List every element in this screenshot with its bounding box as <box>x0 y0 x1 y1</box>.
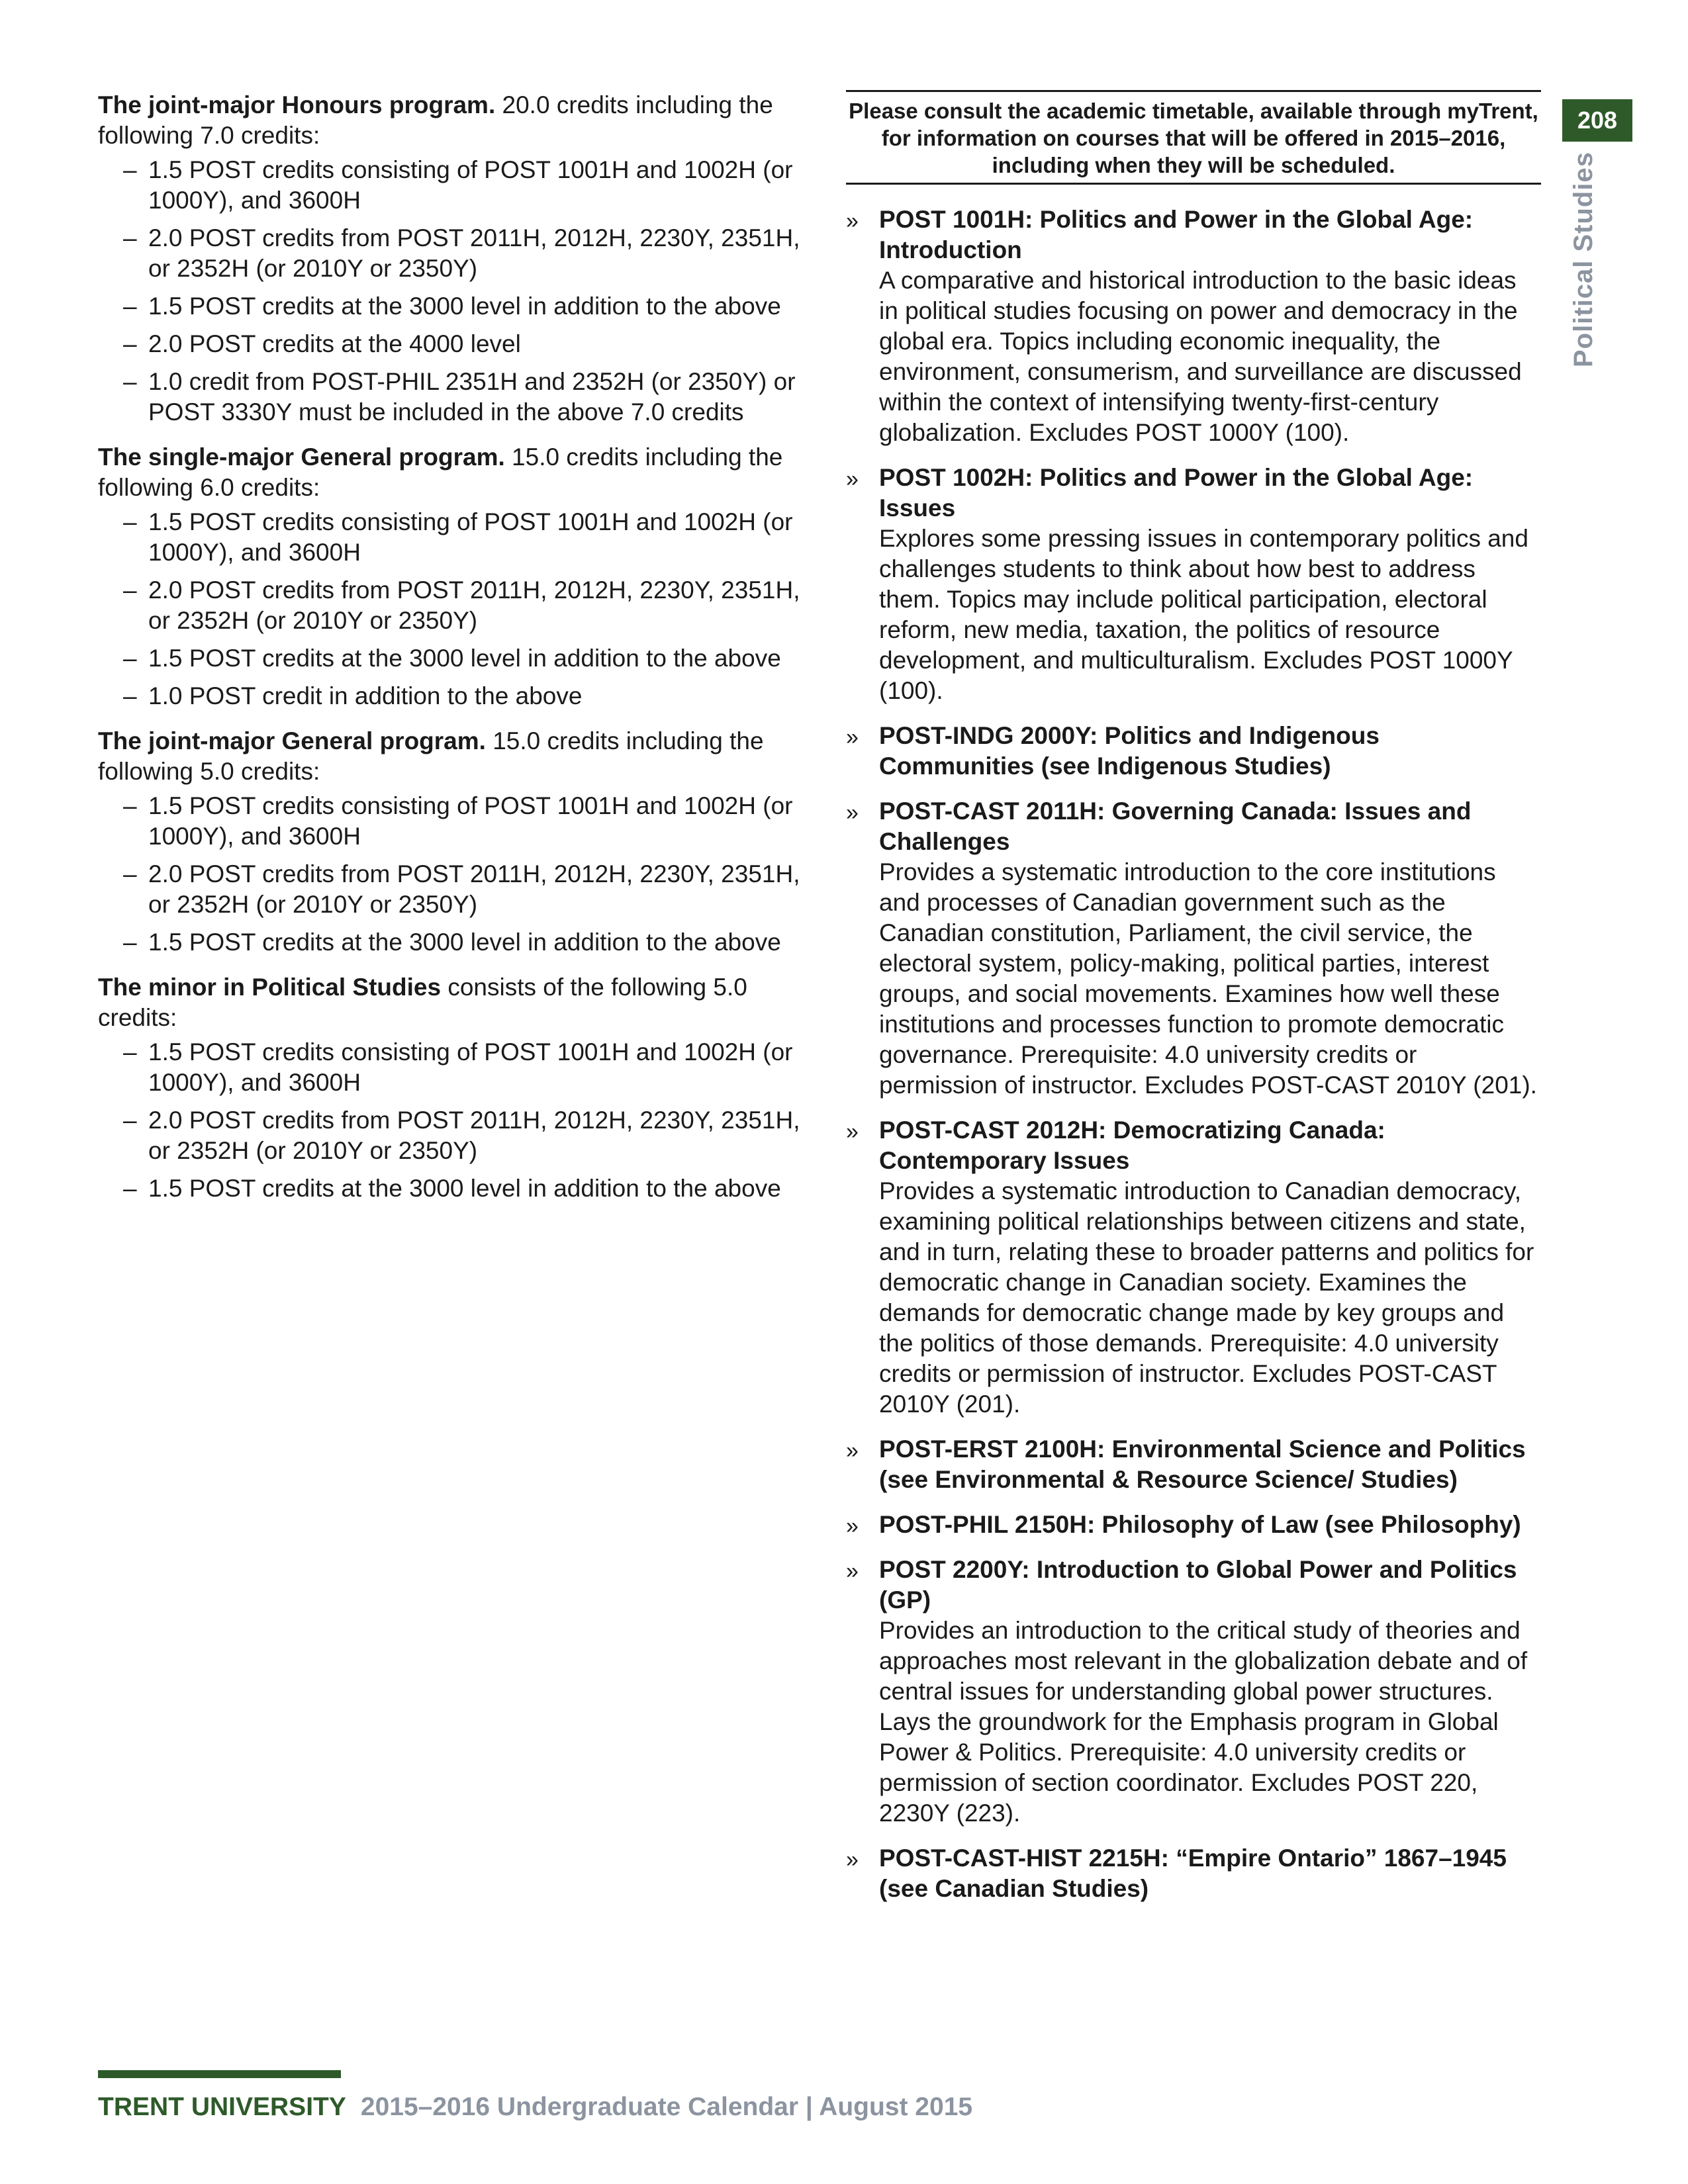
course-description: Provides an introduction to the critical study of theories and approaches most relevant in the globalization debate and of central issues for understanding global power structures. Lays the groundwork for the Emphasis program in Global Power & Politics. Prerequisite: 4.0 university credits or permission of section coordinator. Excludes POST 220, 2230Y (223). <box>879 1617 1528 1827</box>
requirement-item: – 1.0 credit from POST-PHIL 2351H and 2352H (or 2350Y) or POST 3330Y must be included in the above 7.0 credits <box>98 367 813 428</box>
footer-calendar: 2015–2016 Undergraduate Calendar | August 2015 <box>360 2093 973 2121</box>
requirement-list <box>98 791 813 958</box>
course-entry <box>846 796 1541 1101</box>
course-listing-column <box>846 90 1541 1919</box>
requirement-item: – 1.5 POST credits at the 3000 level in addition to the above <box>98 291 813 322</box>
course-entry <box>846 721 1541 782</box>
requirement-list <box>98 155 813 428</box>
course-entry <box>846 205 1541 448</box>
page-number: 208 <box>1562 99 1632 142</box>
chevron-bullet-icon: » <box>846 725 859 750</box>
chevron-bullet-icon: » <box>846 1514 859 1539</box>
requirement-item: – 1.5 POST credits consisting of POST 1001H and 1002H (or 1000Y), and 3600H <box>98 1037 813 1098</box>
course-title: POST 1001H: Politics and Power in the Global Age: Introduction <box>879 206 1474 263</box>
course-title: POST-ERST 2100H: Environmental Science and Politics (see Environmental & Resource Science/ Studies) <box>879 1435 1526 1493</box>
chevron-bullet-icon: » <box>846 1438 859 1463</box>
footer-accent-bar <box>98 2070 341 2078</box>
course-title: POST 1002H: Politics and Power in the Global Age: Issues <box>879 464 1474 522</box>
requirement-item: – 1.5 POST credits consisting of POST 1001H and 1002H (or 1000Y), and 3600H <box>98 791 813 852</box>
requirement-item: – 1.5 POST credits consisting of POST 1001H and 1002H (or 1000Y), and 3600H <box>98 507 813 568</box>
program-summary: consists of the following 5.0 credits: <box>98 974 747 1031</box>
course-entry <box>846 1115 1541 1420</box>
requirement-list <box>98 1037 813 1204</box>
program-summary: 15.0 credits including the following 6.0 credits: <box>98 443 783 501</box>
program-requirements-column <box>98 90 813 1218</box>
course-entry <box>846 1555 1541 1829</box>
chevron-bullet-icon: » <box>846 1847 859 1872</box>
course-title: POST-CAST-HIST 2215H: “Empire Ontario” 1867–1945 (see Canadian Studies) <box>879 1844 1507 1902</box>
course-description: Provides a systematic introduction to Canadian democracy, examining political relationships between citizens and state, and in turn, relating these to broader patterns and politics for democratic change in Canadian society. Examines the demands for democratic change made by key groups and the politics of those demands. Prerequisite: 4.0 university credits or permission of instructor. Excludes POST-CAST 2010Y (201). <box>879 1177 1534 1418</box>
program-title: The joint-major Honours program. <box>98 91 496 118</box>
course-entry <box>846 463 1541 706</box>
program-summary: 15.0 credits including the following 5.0 credits: <box>98 727 764 785</box>
program-heading <box>98 972 813 1033</box>
course-title: POST 2200Y: Introduction to Global Power and Politics (GP) <box>879 1556 1517 1614</box>
section-side-label: Political Studies <box>1569 152 1598 367</box>
course-description: Explores some pressing issues in contemporary politics and challenges students to think about how best to address them. Topics may include political participation, electoral reform, new media, taxation, the politics of resource development, and multiculturalism. Excludes POST 1000Y (100). <box>879 525 1528 704</box>
footer-university: TRENT UNIVERSITY <box>98 2093 346 2121</box>
requirement-item: – 2.0 POST credits from POST 2011H, 2012H, 2230Y, 2351H, or 2352H (or 2010Y or 2350Y) <box>98 1105 813 1166</box>
course-entry <box>846 1510 1541 1540</box>
requirement-item: – 2.0 POST credits at the 4000 level <box>98 329 813 359</box>
chevron-bullet-icon: » <box>846 800 859 825</box>
course-entry <box>846 1434 1541 1495</box>
timetable-notice: Please consult the academic timetable, available through myTrent, for information on courses that will be offered in 2015–2016, including when they will be scheduled. <box>846 90 1541 185</box>
course-description: Provides a systematic introduction to the core institutions and processes of Canadian government such as the Canadian constitution, Parliament, the civil service, the electoral system, policy-making, political parties, interest groups, and social movements. Examines how well these institutions and processes function to promote democratic governance. Prerequisite: 4.0 university credits or permission of instructor. Excludes POST-CAST 2010Y (201). <box>879 858 1537 1099</box>
program-section <box>98 90 813 428</box>
program-title: The joint-major General program. <box>98 727 486 754</box>
course-title: POST-INDG 2000Y: Politics and Indigenous Communities (see Indigenous Studies) <box>879 722 1380 780</box>
program-section <box>98 972 813 1204</box>
program-section <box>98 442 813 711</box>
course-title: POST-PHIL 2150H: Philosophy of Law (see Philosophy) <box>879 1511 1521 1538</box>
course-title: POST-CAST 2011H: Governing Canada: Issues and Challenges <box>879 797 1472 855</box>
requirement-item: – 1.5 POST credits at the 3000 level in addition to the above <box>98 1173 813 1204</box>
program-title: The single-major General program. <box>98 443 505 471</box>
requirement-item: – 1.5 POST credits consisting of POST 1001H and 1002H (or 1000Y), and 3600H <box>98 155 813 216</box>
requirement-item: – 2.0 POST credits from POST 2011H, 2012H, 2230Y, 2351H, or 2352H (or 2010Y or 2350Y) <box>98 575 813 636</box>
program-title: The minor in Political Studies <box>98 974 442 1001</box>
course-entry <box>846 1843 1541 1904</box>
requirement-item: – 2.0 POST credits from POST 2011H, 2012H, 2230Y, 2351H, or 2352H (or 2010Y or 2350Y) <box>98 859 813 920</box>
program-heading <box>98 726 813 787</box>
program-heading <box>98 442 813 503</box>
requirement-list <box>98 507 813 711</box>
chevron-bullet-icon: » <box>846 1119 859 1144</box>
chevron-bullet-icon: » <box>846 208 859 234</box>
requirement-item: – 2.0 POST credits from POST 2011H, 2012H, 2230Y, 2351H, or 2352H (or 2010Y or 2350Y) <box>98 223 813 284</box>
requirement-item: – 1.0 POST credit in addition to the above <box>98 681 813 711</box>
course-description: A comparative and historical introduction to the basic ideas in political studies focusing on power and democracy in the global era. Topics including economic inequality, the environment, consumerism, and surveillance are discussed within the context of intensifying twenty-first-century globalization. Excludes POST 1000Y (100). <box>879 267 1522 446</box>
chevron-bullet-icon: » <box>846 467 859 492</box>
program-heading <box>98 90 813 151</box>
requirement-item: – 1.5 POST credits at the 3000 level in addition to the above <box>98 927 813 958</box>
program-section <box>98 726 813 958</box>
requirement-item: – 1.5 POST credits at the 3000 level in addition to the above <box>98 643 813 674</box>
course-title: POST-CAST 2012H: Democratizing Canada: Contemporary Issues <box>879 1116 1385 1174</box>
page-footer <box>98 2093 972 2122</box>
chevron-bullet-icon: » <box>846 1559 859 1584</box>
program-summary: 20.0 credits including the following 7.0 credits: <box>98 91 773 149</box>
